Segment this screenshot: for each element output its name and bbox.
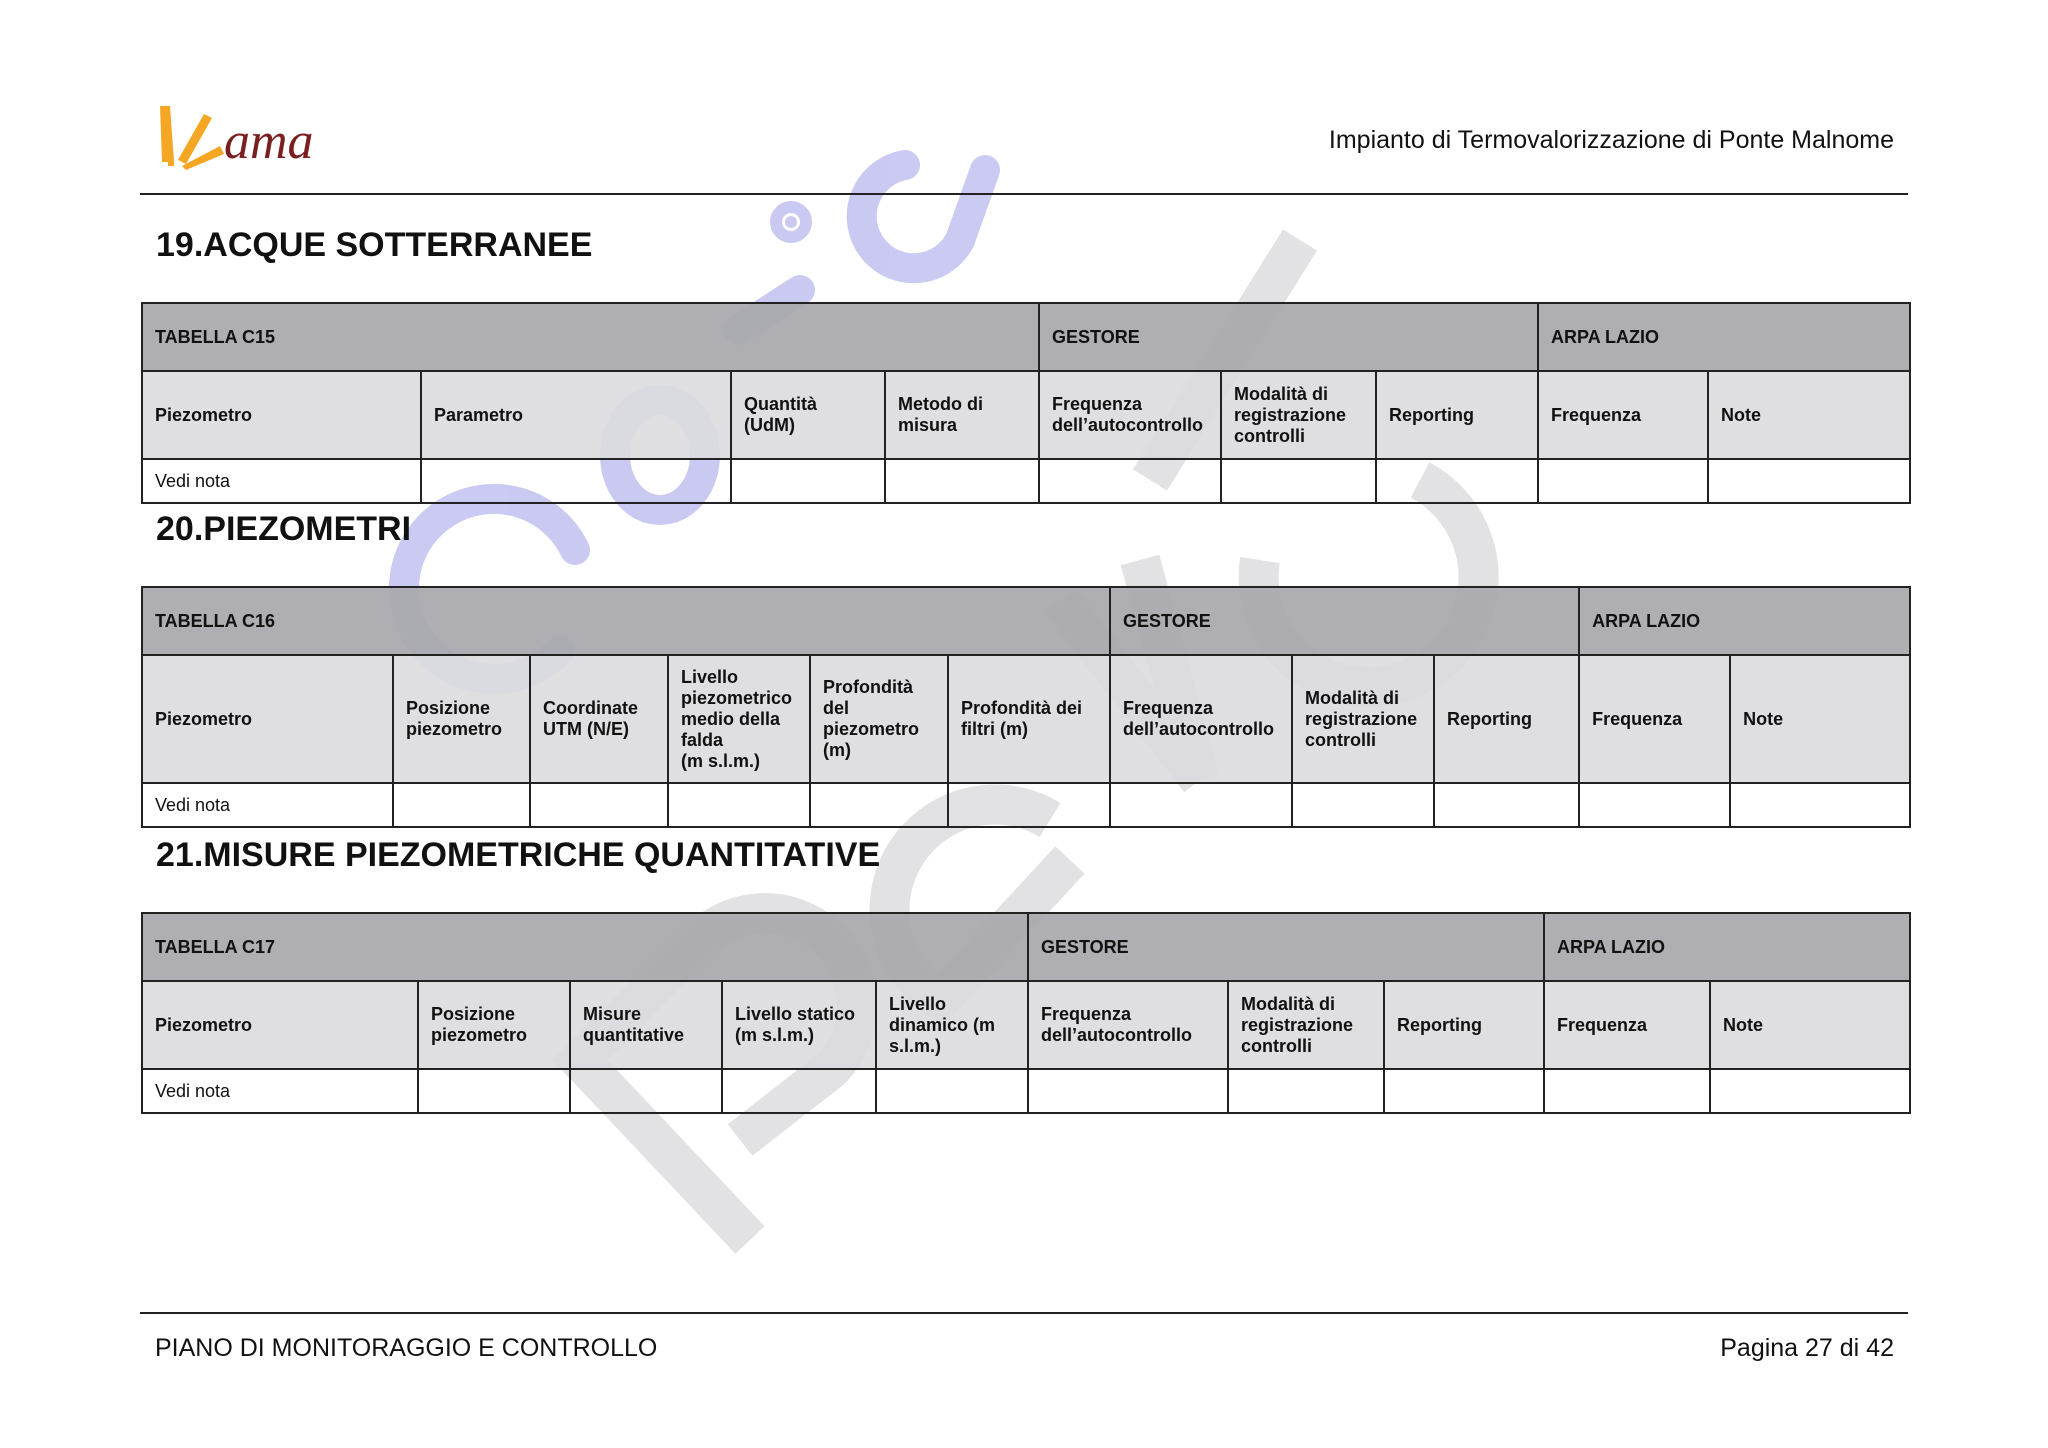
column-header: Metodo di misura xyxy=(885,371,1039,459)
table-cell xyxy=(1434,783,1579,827)
section-title-piezometri: 20.PIEZOMETRI xyxy=(156,510,412,548)
column-header: Note xyxy=(1708,371,1910,459)
column-header: Modalità di registrazione controlli xyxy=(1221,371,1376,459)
table-label: TABELLA C17 xyxy=(142,913,1028,981)
table-cell xyxy=(948,783,1110,827)
column-header: Misure quantitative xyxy=(570,981,722,1069)
column-header: Livello piezometrico medio della falda (m s.l.m.) xyxy=(668,655,810,783)
footer-document-name: PIANO DI MONITORAGGIO E CONTROLLO xyxy=(155,1334,658,1362)
table-cell xyxy=(1110,783,1292,827)
section-title-acque-sotterranee: 19.ACQUE SOTTERRANEE xyxy=(156,226,593,264)
table-cell xyxy=(876,1069,1028,1113)
column-header: Posizione piezometro xyxy=(418,981,570,1069)
table-cell xyxy=(530,783,668,827)
column-header: Note xyxy=(1730,655,1910,783)
table-cell: Vedi nota xyxy=(142,1069,418,1113)
footer-divider xyxy=(140,1312,1908,1314)
column-header: Reporting xyxy=(1384,981,1544,1069)
table-cell xyxy=(668,783,810,827)
table-cell xyxy=(1710,1069,1910,1113)
table-cell xyxy=(421,459,731,503)
table-cell xyxy=(1292,783,1434,827)
column-header: Piezometro xyxy=(142,981,418,1069)
group-arpa-lazio: ARPA LAZIO xyxy=(1579,587,1910,655)
column-header: Frequenza dell’autocontrollo xyxy=(1110,655,1292,783)
group-arpa-lazio: ARPA LAZIO xyxy=(1544,913,1910,981)
table-c15-body xyxy=(141,302,1911,504)
table-cell: Vedi nota xyxy=(142,459,421,503)
column-header: Modalità di registrazione controlli xyxy=(1228,981,1384,1069)
table-cell xyxy=(1538,459,1708,503)
column-header: Modalità di registrazione controlli xyxy=(1292,655,1434,783)
document-title: Impianto di Termovalorizzazione di Ponte Malnome xyxy=(1328,126,1894,154)
column-header: Frequenza xyxy=(1579,655,1730,783)
table-cell xyxy=(1384,1069,1544,1113)
column-header: Note xyxy=(1710,981,1910,1069)
table-cell xyxy=(570,1069,722,1113)
table-cell xyxy=(1039,459,1221,503)
column-header: Frequenza xyxy=(1544,981,1710,1069)
table-cell xyxy=(810,783,948,827)
ama-logo-text: ama xyxy=(224,113,314,170)
table-label: TABELLA C16 xyxy=(142,587,1110,655)
table-cell xyxy=(722,1069,876,1113)
page-number: Pagina 27 di 42 xyxy=(1720,1334,1894,1362)
section-title-misure-piezometriche: 21.MISURE PIEZOMETRICHE QUANTITATIVE xyxy=(156,836,881,874)
column-header: Piezometro xyxy=(142,655,393,783)
table-cell: Vedi nota xyxy=(142,783,393,827)
group-gestore: GESTORE xyxy=(1028,913,1544,981)
group-arpa-lazio: ARPA LAZIO xyxy=(1538,303,1910,371)
table-cell xyxy=(1544,1069,1710,1113)
table-cell xyxy=(1228,1069,1384,1113)
table-cell xyxy=(1221,459,1376,503)
table-cell xyxy=(1579,783,1730,827)
table-cell xyxy=(1730,783,1910,827)
header-divider xyxy=(140,193,1908,195)
column-header: Parametro xyxy=(421,371,731,459)
table-cell xyxy=(418,1069,570,1113)
column-header: Quantità (UdM) xyxy=(731,371,885,459)
column-header: Posizione piezometro xyxy=(393,655,530,783)
column-header: Reporting xyxy=(1376,371,1538,459)
column-header: Livello statico (m s.l.m.) xyxy=(722,981,876,1069)
table-cell xyxy=(885,459,1039,503)
column-header: Profondità dei filtri (m) xyxy=(948,655,1110,783)
table-c16 xyxy=(141,586,1911,828)
column-header: Reporting xyxy=(1434,655,1579,783)
column-header: Profondità del piezometro (m) xyxy=(810,655,948,783)
table-cell xyxy=(1028,1069,1228,1113)
table-cell xyxy=(1376,459,1538,503)
table-label: TABELLA C15 xyxy=(142,303,1039,371)
table-cell xyxy=(1708,459,1910,503)
group-gestore: GESTORE xyxy=(1110,587,1579,655)
table-cell xyxy=(393,783,530,827)
column-header: Frequenza dell’autocontrollo xyxy=(1039,371,1221,459)
column-header: Frequenza dell’autocontrollo xyxy=(1028,981,1228,1069)
column-header: Coordinate UTM (N/E) xyxy=(530,655,668,783)
group-gestore: GESTORE xyxy=(1039,303,1538,371)
column-header: Frequenza xyxy=(1538,371,1708,459)
table-cell xyxy=(731,459,885,503)
table-c17 xyxy=(141,912,1911,1114)
column-header: Livello dinamico (m s.l.m.) xyxy=(876,981,1028,1069)
column-header: Piezometro xyxy=(142,371,421,459)
